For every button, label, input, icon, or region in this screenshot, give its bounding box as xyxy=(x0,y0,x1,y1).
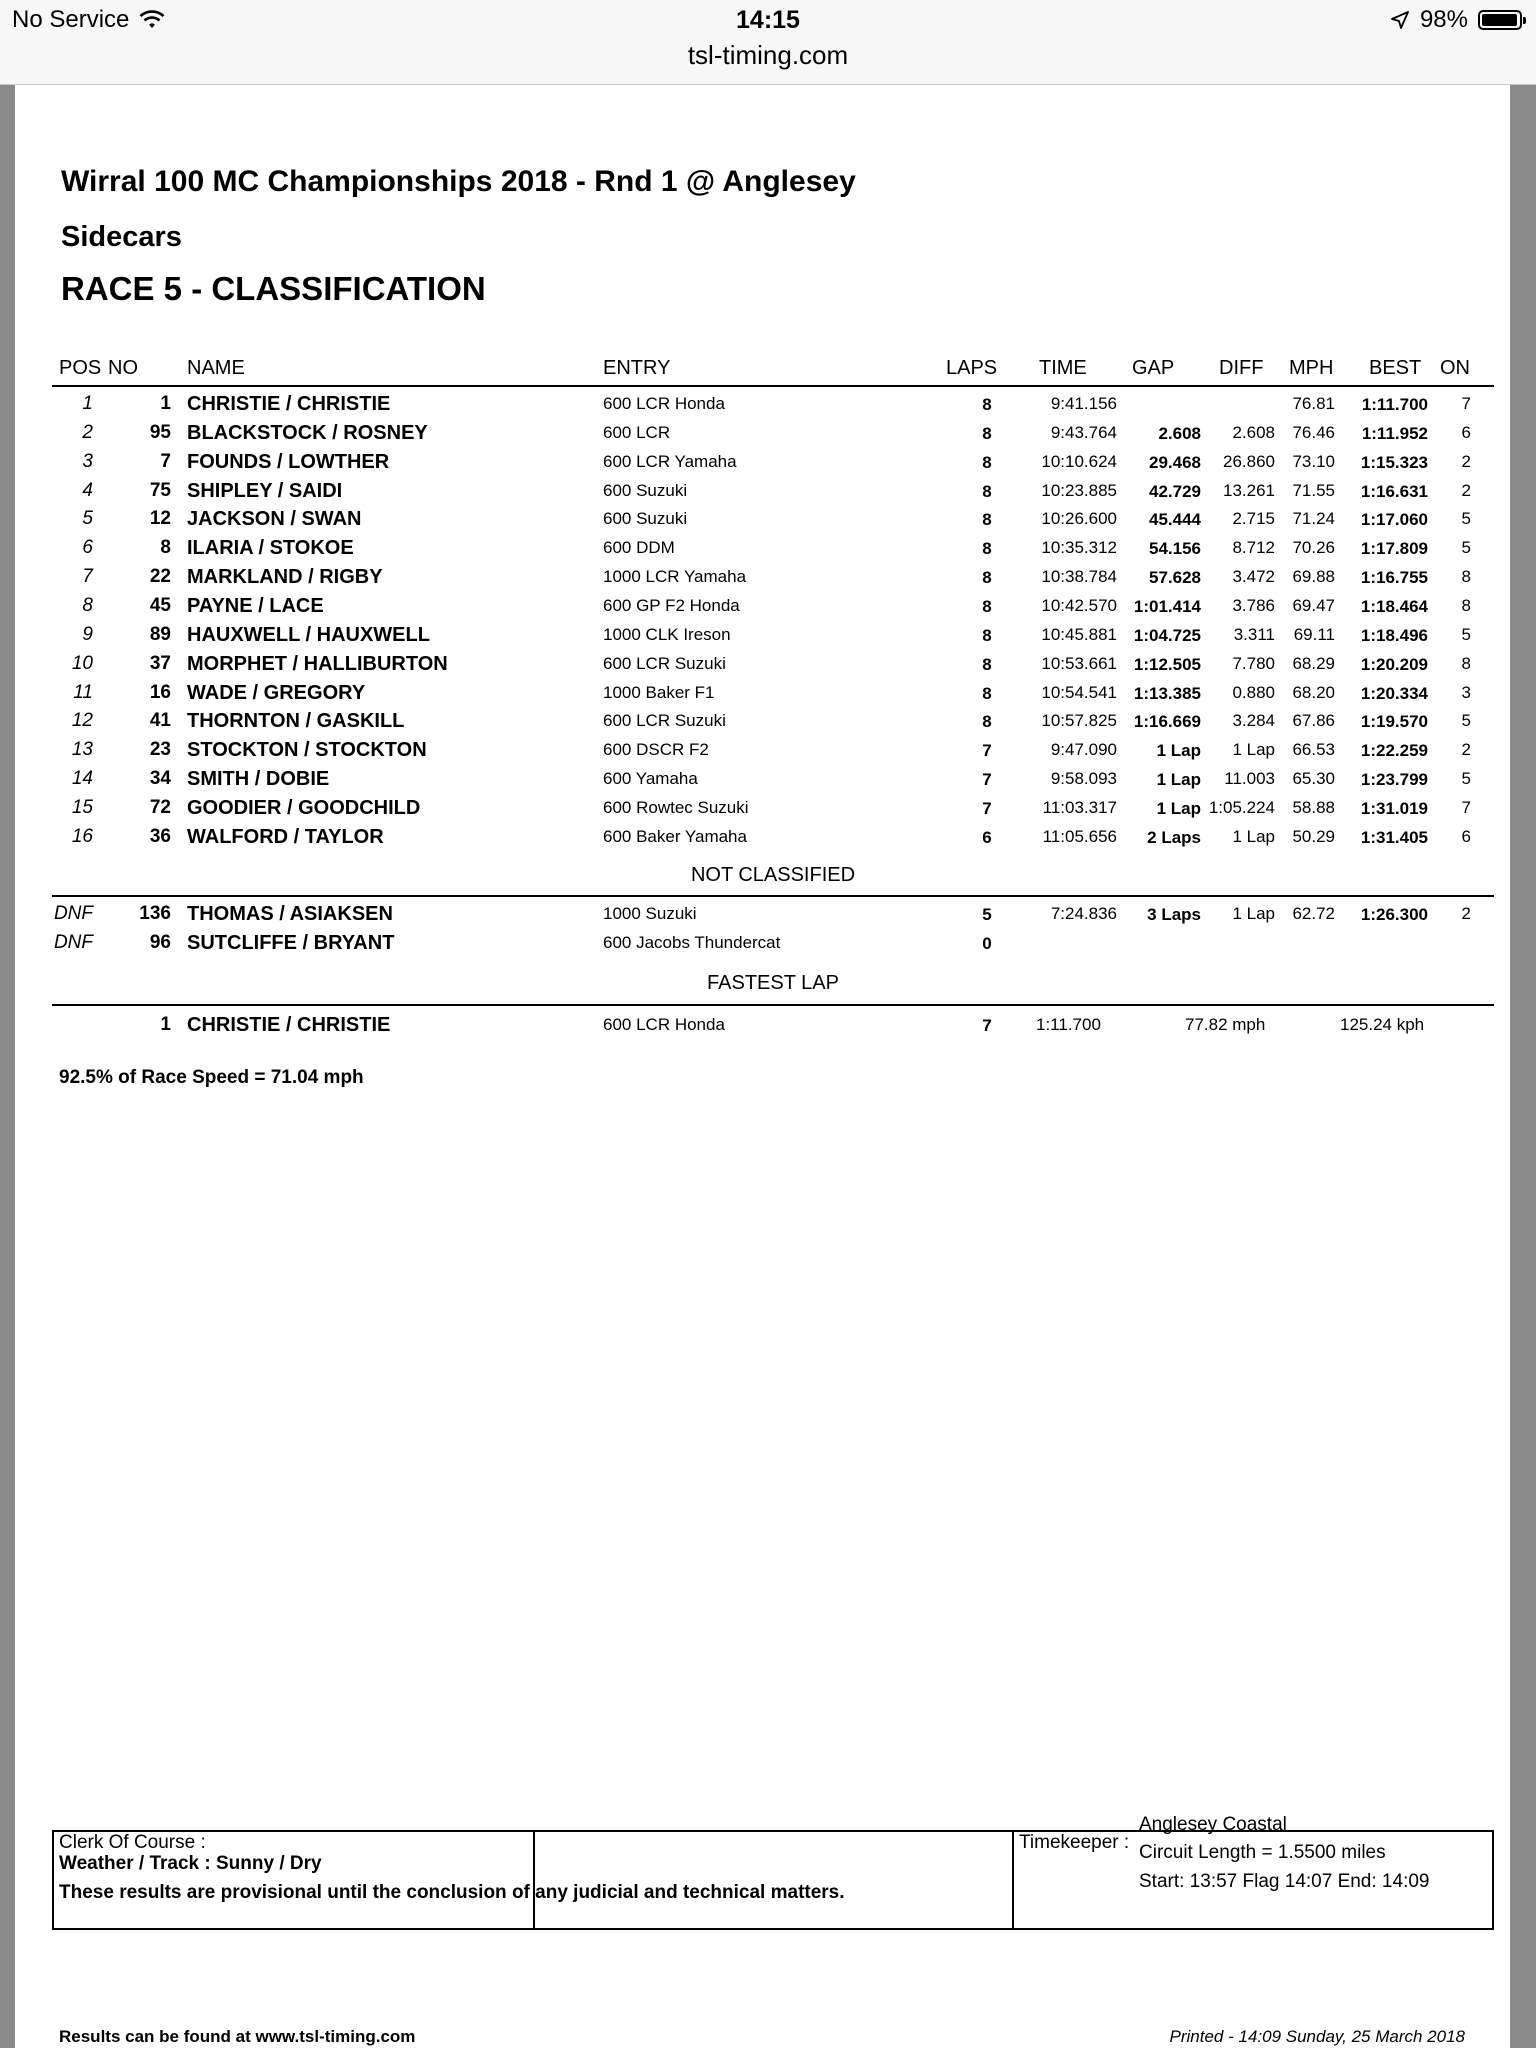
cell-best: 1:31.405 xyxy=(1360,827,1428,847)
cell-mph: 67.86 xyxy=(1292,711,1335,731)
cell-no: 34 xyxy=(149,768,171,790)
cell-time: 10:23.885 xyxy=(1041,480,1117,500)
cell-name: CHRISTIE / CHRISTIE xyxy=(187,393,391,415)
timekeeper-label: Timekeeper : xyxy=(1019,1832,1130,1853)
cell-laps: 8 xyxy=(982,539,992,559)
url-bar[interactable]: tsl-timing.com xyxy=(687,40,849,70)
cell-on: 2 xyxy=(1461,451,1471,471)
cell-on: 2 xyxy=(1461,480,1471,500)
cell-on: 8 xyxy=(1461,595,1471,615)
cell-gap: 57.628 xyxy=(1149,568,1201,588)
cell-pos: 10 xyxy=(71,652,93,674)
cell-on: 5 xyxy=(1461,538,1471,558)
cell-gap: 2.608 xyxy=(1158,423,1201,443)
cell-no: 136 xyxy=(139,903,171,924)
cell-pos: DNF xyxy=(53,931,93,953)
cell-pos: 5 xyxy=(82,508,93,530)
cell-name: MARKLAND / RIGBY xyxy=(187,566,383,589)
cell-no: 37 xyxy=(149,652,171,674)
cell-laps: 8 xyxy=(982,654,992,674)
not-classified-rule xyxy=(52,895,1494,897)
results-document xyxy=(15,85,1510,2048)
cell-gap: 1 Lap xyxy=(1156,770,1201,790)
fastest-lap-rule xyxy=(52,1004,1494,1006)
cell-pos: 2 xyxy=(82,421,93,443)
col-mph: MPH xyxy=(1289,357,1334,379)
cell-time: 9:41.156 xyxy=(1050,394,1117,413)
cell-gap: 42.729 xyxy=(1149,481,1201,501)
cell-mph: 69.11 xyxy=(1293,624,1335,644)
footer-results-url: Results can be found at www.tsl-timing.com xyxy=(59,2027,416,2046)
cell-gap: 1:12.505 xyxy=(1133,654,1201,674)
cell-best: 1:22.259 xyxy=(1360,741,1428,761)
cell-laps: 8 xyxy=(982,452,992,472)
cell-no: 22 xyxy=(149,566,171,588)
cell-no: 95 xyxy=(149,421,171,443)
cell-entry: 600 DSCR F2 xyxy=(603,740,709,760)
battery-level xyxy=(1482,14,1517,26)
cell-diff: 3.311 xyxy=(1233,624,1275,644)
cell-diff: 1 Lap xyxy=(1232,904,1275,923)
cell-pos: 6 xyxy=(82,537,93,559)
fastest-lap-lap: 7 xyxy=(982,1016,992,1035)
cell-time: 11:05.656 xyxy=(1042,826,1117,846)
cell-gap: 45.444 xyxy=(1149,510,1201,530)
fastest-lap-entry: 600 LCR Honda xyxy=(603,1015,725,1034)
cell-gap: 1:13.385 xyxy=(1133,683,1201,703)
cell-on: 6 xyxy=(1461,826,1471,846)
cell-name: SUTCLIFFE / BRYANT xyxy=(187,931,395,954)
cell-pos: 11 xyxy=(73,681,93,703)
cell-laps: 8 xyxy=(982,510,992,530)
cell-no: 1 xyxy=(160,393,171,414)
cell-name: PAYNE / LACE xyxy=(187,594,324,617)
race-speed-note: 92.5% of Race Speed = 71.04 mph xyxy=(59,1067,364,1088)
cell-entry: 600 Jacobs Thundercat xyxy=(603,932,781,952)
col-entry: ENTRY xyxy=(603,357,671,379)
cell-entry: 600 Rowtec Suzuki xyxy=(603,797,749,817)
fastest-lap-time: 1:11.700 xyxy=(1036,1015,1101,1034)
cell-gap: 1 Lap xyxy=(1156,798,1201,818)
cell-no: 75 xyxy=(149,479,171,501)
cell-entry: 600 LCR Suzuki xyxy=(603,653,726,673)
cell-name: THOMAS / ASIAKSEN xyxy=(187,903,393,925)
cell-entry: 600 Suzuki xyxy=(603,509,688,529)
cell-no: 23 xyxy=(149,739,171,761)
col-pos: POS xyxy=(59,357,102,379)
cell-name: SMITH / DOBIE xyxy=(187,768,330,791)
cell-best: 1:18.496 xyxy=(1360,625,1428,645)
cell-pos: 4 xyxy=(82,479,93,501)
cell-laps: 7 xyxy=(982,798,992,818)
cell-no: 41 xyxy=(149,710,171,732)
cell-time: 10:10.624 xyxy=(1041,451,1117,471)
cell-laps: 8 xyxy=(982,395,992,414)
cell-no: 96 xyxy=(149,931,171,953)
cell-on: 8 xyxy=(1461,567,1471,587)
cell-no: 36 xyxy=(149,825,171,847)
cell-entry: 600 LCR Yamaha xyxy=(603,451,737,471)
cell-entry: 600 Suzuki xyxy=(603,480,688,500)
cell-diff: 8.712 xyxy=(1232,538,1275,558)
cell-mph: 71.24 xyxy=(1292,509,1335,529)
cell-name: SHIPLEY / SAIDI xyxy=(187,479,343,502)
cell-diff: 13.261 xyxy=(1223,480,1275,500)
cell-no: 12 xyxy=(149,508,171,530)
cell-best: 1:26.300 xyxy=(1360,905,1428,924)
cell-laps: 0 xyxy=(982,933,992,953)
provisional-note: These results are provisional until the conclusion of any judicial and technical matters. xyxy=(59,1882,845,1903)
cell-on: 2 xyxy=(1461,740,1471,760)
cell-entry: 1000 Baker F1 xyxy=(603,682,715,702)
cell-entry: 1000 CLK Ireson xyxy=(603,624,731,644)
status-bar xyxy=(0,0,1536,85)
cell-laps: 8 xyxy=(982,683,992,703)
cell-entry: 600 Yamaha xyxy=(603,769,698,789)
cell-laps: 8 xyxy=(982,568,992,588)
cell-name: STOCKTON / STOCKTON xyxy=(187,739,427,762)
cell-best: 1:31.019 xyxy=(1360,798,1428,818)
cell-laps: 7 xyxy=(982,741,992,761)
cell-gap: 2 Laps xyxy=(1147,827,1201,847)
cell-best: 1:19.570 xyxy=(1360,712,1428,732)
event-title: Wirral 100 MC Championships 2018 - Rnd 1 @ Anglesey xyxy=(61,165,856,198)
cell-time: 11:03.317 xyxy=(1042,797,1117,817)
cell-best: 1:20.334 xyxy=(1360,683,1428,703)
cell-entry: 600 DDM xyxy=(603,538,675,558)
cell-mph: 66.53 xyxy=(1292,740,1335,760)
cell-name: GOODIER / GOODCHILD xyxy=(187,796,421,819)
cell-best: 1:23.799 xyxy=(1360,770,1428,790)
cell-best: 1:16.631 xyxy=(1360,481,1428,501)
cell-time: 10:38.784 xyxy=(1041,567,1117,587)
cell-time: 7:24.836 xyxy=(1050,904,1117,923)
cell-best: 1:18.464 xyxy=(1360,596,1428,616)
cell-pos: 14 xyxy=(71,768,93,790)
cell-laps: 8 xyxy=(982,481,992,501)
fastest-lap-kph: 125.24 kph xyxy=(1340,1015,1425,1034)
cell-diff: 3.284 xyxy=(1232,711,1275,731)
cell-on: 5 xyxy=(1461,624,1471,644)
col-gap: GAP xyxy=(1132,357,1175,379)
cell-time: 10:45.881 xyxy=(1041,624,1117,644)
cell-name: FOUNDS / LOWTHER xyxy=(187,450,390,473)
class-title: Sidecars xyxy=(61,221,182,253)
cell-entry: 600 LCR xyxy=(603,422,671,442)
cell-pos: 7 xyxy=(82,566,93,588)
cell-pos: DNF xyxy=(53,903,93,924)
cell-gap: 3 Laps xyxy=(1147,905,1201,924)
cell-diff: 1 Lap xyxy=(1232,826,1275,846)
col-name: NAME xyxy=(187,357,245,379)
cell-on: 6 xyxy=(1461,422,1471,442)
cell-entry: 1000 Suzuki xyxy=(603,904,697,923)
cell-laps: 8 xyxy=(982,712,992,732)
cell-mph: 71.55 xyxy=(1292,480,1335,500)
cell-entry: 1000 LCR Yamaha xyxy=(603,567,747,587)
cell-time: 9:43.764 xyxy=(1050,422,1117,442)
signature-divider-1 xyxy=(533,1832,535,1928)
cell-diff: 2.715 xyxy=(1232,509,1275,529)
cell-diff: 26.860 xyxy=(1223,451,1275,471)
cell-no: 8 xyxy=(160,537,171,559)
cell-mph: 58.88 xyxy=(1292,797,1335,817)
cell-gap: 1:01.414 xyxy=(1133,596,1201,616)
circuit-length: Circuit Length = 1.5500 miles xyxy=(1139,1842,1386,1863)
cell-laps: 5 xyxy=(982,905,992,924)
cell-mph: 76.81 xyxy=(1292,394,1335,413)
col-diff: DIFF xyxy=(1219,357,1264,379)
cell-pos: 8 xyxy=(82,594,93,616)
cell-diff: 1:05.224 xyxy=(1208,797,1275,817)
cell-no: 72 xyxy=(149,796,171,818)
cell-best: 1:17.809 xyxy=(1360,539,1428,559)
cell-mph: 76.46 xyxy=(1292,422,1335,442)
cell-best: 1:17.060 xyxy=(1360,510,1428,530)
weather-track: Weather / Track : Sunny / Dry xyxy=(59,1853,322,1874)
cell-pos: 9 xyxy=(82,623,93,645)
cell-pos: 12 xyxy=(71,710,93,732)
cell-mph: 50.29 xyxy=(1292,826,1335,846)
cell-gap: 29.468 xyxy=(1149,452,1201,472)
race-times: Start: 13:57 Flag 14:07 End: 14:09 xyxy=(1139,1871,1430,1892)
clock: 14:15 xyxy=(736,6,800,34)
cell-name: JACKSON / SWAN xyxy=(187,508,362,531)
cell-mph: 69.47 xyxy=(1292,595,1335,615)
cell-diff: 3.786 xyxy=(1232,595,1275,615)
footer-printed: Printed - 14:09 Sunday, 25 March 2018 xyxy=(1169,2027,1465,2046)
circuit-name: Anglesey Coastal xyxy=(1139,1814,1287,1835)
cell-diff: 11.003 xyxy=(1224,769,1275,789)
cell-entry: 600 LCR Honda xyxy=(603,394,725,413)
cell-mph: 68.20 xyxy=(1292,682,1335,702)
cell-name: MORPHET / HALLIBURTON xyxy=(187,652,448,675)
cell-mph: 62.72 xyxy=(1292,904,1335,923)
race-heading: RACE 5 - CLASSIFICATION xyxy=(61,270,486,307)
status-right xyxy=(1390,6,1522,34)
cell-gap: 1:04.725 xyxy=(1133,625,1201,645)
cell-no: 45 xyxy=(149,594,171,616)
cell-gap: 54.156 xyxy=(1149,539,1201,559)
cell-name: WALFORD / TAYLOR xyxy=(187,825,384,848)
cell-pos: 3 xyxy=(82,450,93,472)
carrier-text: No Service xyxy=(12,6,130,33)
battery-icon xyxy=(1478,10,1522,30)
cell-name: ILARIA / STOKOE xyxy=(187,537,354,560)
cell-best: 1:15.323 xyxy=(1360,452,1428,472)
cell-time: 9:58.093 xyxy=(1050,769,1117,789)
cell-on: 5 xyxy=(1461,711,1471,731)
cell-on: 7 xyxy=(1461,394,1471,413)
cell-name: WADE / GREGORY xyxy=(187,681,366,704)
cell-diff: 7.780 xyxy=(1232,653,1275,673)
cell-entry: 600 GP F2 Honda xyxy=(603,595,740,615)
cell-no: 89 xyxy=(149,623,171,645)
cell-no: 16 xyxy=(149,681,171,703)
cell-no: 7 xyxy=(160,450,171,472)
cell-best: 1:20.209 xyxy=(1360,654,1428,674)
col-best: BEST xyxy=(1369,357,1422,379)
cell-diff: 1 Lap xyxy=(1232,740,1275,760)
cell-best: 1:11.700 xyxy=(1361,395,1428,414)
cell-mph: 70.26 xyxy=(1292,538,1335,558)
cell-pos: 1 xyxy=(82,393,93,414)
signature-box xyxy=(52,1830,1494,1930)
cell-on: 5 xyxy=(1461,769,1471,789)
signature-divider-2 xyxy=(1012,1832,1014,1928)
cell-time: 9:47.090 xyxy=(1050,740,1117,760)
cell-time: 10:26.600 xyxy=(1041,509,1117,529)
col-time: TIME xyxy=(1039,357,1087,379)
cell-time: 10:35.312 xyxy=(1041,538,1117,558)
col-on: ON xyxy=(1440,357,1470,379)
cell-gap: 1:16.669 xyxy=(1133,712,1201,732)
cell-mph: 73.10 xyxy=(1292,451,1335,471)
cell-best: 1:11.952 xyxy=(1361,423,1428,443)
col-no: NO xyxy=(108,357,138,379)
cell-on: 7 xyxy=(1461,797,1471,817)
cell-on: 2 xyxy=(1461,904,1471,923)
cell-best: 1:16.755 xyxy=(1360,568,1428,588)
cell-time: 10:42.570 xyxy=(1041,595,1117,615)
cell-gap: 1 Lap xyxy=(1156,741,1201,761)
cell-time: 10:53.661 xyxy=(1041,653,1117,673)
cell-diff: 2.608 xyxy=(1232,422,1275,442)
cell-on: 5 xyxy=(1461,509,1471,529)
cell-entry: 600 Baker Yamaha xyxy=(603,826,747,846)
cell-laps: 6 xyxy=(982,827,992,847)
cell-laps: 7 xyxy=(982,770,992,790)
fastest-lap-heading: FASTEST LAP xyxy=(707,972,839,994)
cell-name: HAUXWELL / HAUXWELL xyxy=(187,623,430,646)
header-rule xyxy=(52,385,1494,387)
fastest-lap-mph: 77.82 mph xyxy=(1185,1015,1266,1034)
location-arrow-icon xyxy=(1390,10,1410,30)
cell-mph: 69.88 xyxy=(1292,567,1335,587)
cell-laps: 8 xyxy=(982,596,992,616)
cell-pos: 16 xyxy=(71,825,93,847)
fastest-lap-name: CHRISTIE / CHRISTIE xyxy=(187,1014,391,1036)
col-laps: LAPS xyxy=(946,357,998,379)
cell-diff: 3.472 xyxy=(1232,567,1275,587)
cell-diff: 0.880 xyxy=(1232,682,1275,702)
cell-time: 10:54.541 xyxy=(1041,682,1117,702)
clerk-of-course-label: Clerk Of Course : xyxy=(59,1832,206,1853)
cell-entry: 600 LCR Suzuki xyxy=(603,711,726,731)
cell-on: 3 xyxy=(1461,682,1471,702)
cell-name: BLACKSTOCK / ROSNEY xyxy=(187,421,428,444)
not-classified-heading: NOT CLASSIFIED xyxy=(690,864,856,886)
cell-mph: 68.29 xyxy=(1292,653,1335,673)
cell-time: 10:57.825 xyxy=(1041,711,1117,731)
fastest-lap-no: 1 xyxy=(160,1014,171,1035)
cell-name: THORNTON / GASKILL xyxy=(187,710,405,733)
battery-percent: 98% xyxy=(1419,6,1468,33)
cell-mph: 65.30 xyxy=(1292,769,1335,789)
cell-laps: 8 xyxy=(982,625,992,645)
cell-laps: 8 xyxy=(982,423,992,443)
cell-pos: 13 xyxy=(71,739,93,761)
cell-pos: 15 xyxy=(71,796,93,818)
cell-on: 8 xyxy=(1461,653,1471,673)
